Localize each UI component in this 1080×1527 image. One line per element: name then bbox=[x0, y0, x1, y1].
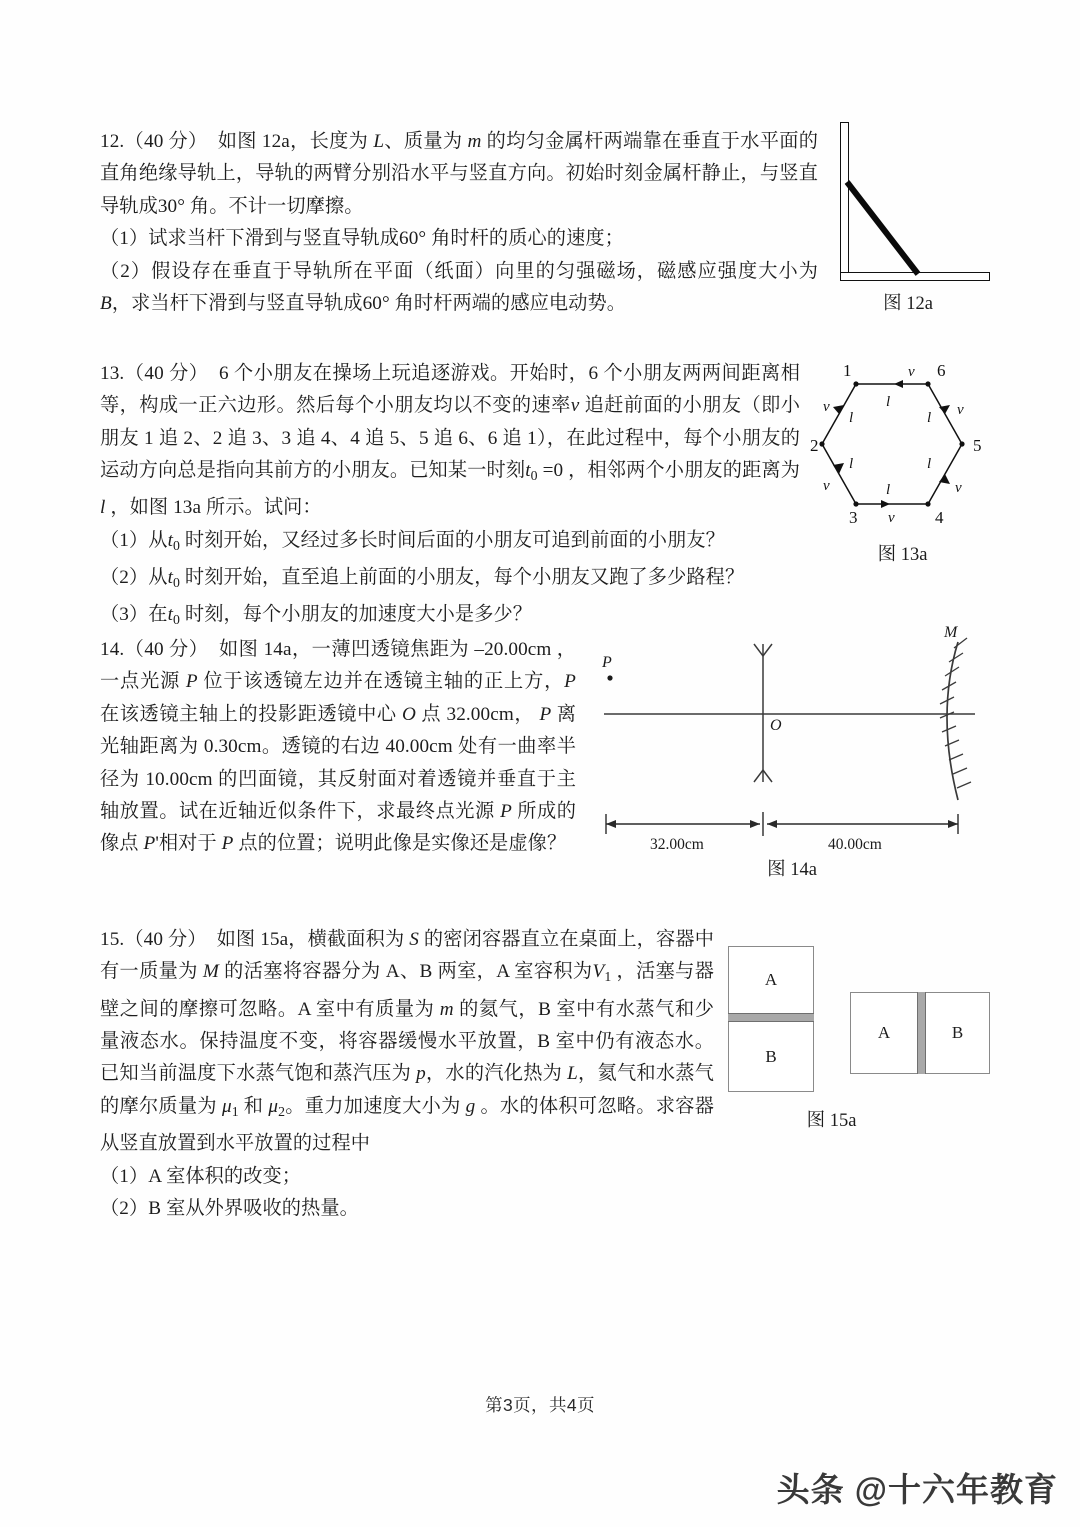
concave-lens bbox=[754, 644, 772, 782]
hexagon-side-bottom: l bbox=[886, 482, 891, 498]
question-12-part-2: （2）假设存在垂直于导轨所在平面（纸面）向里的匀强磁场，磁感应强度大小为 B，求当杆下滑到与竖直导轨成60° 角时杆两端的感应电动势。 bbox=[100, 260, 818, 315]
optics-diagram bbox=[592, 622, 992, 857]
hexagon-side-lower-left: l bbox=[849, 456, 854, 472]
figure-14a-caption: 图 14a bbox=[767, 860, 817, 880]
figure-15a bbox=[722, 932, 997, 1133]
hexagon-vertex-5: 5 bbox=[973, 436, 982, 455]
horizontal-room-a: A bbox=[877, 1023, 891, 1042]
vertical-room-a: A bbox=[764, 970, 778, 989]
hexagon-velocity-bottom: v bbox=[888, 510, 895, 526]
metal-rod bbox=[822, 118, 994, 288]
vertical-room-b: B bbox=[765, 1046, 777, 1066]
dimension-left-label: 32.00cm bbox=[650, 836, 704, 853]
question-13-part-1: （1）从$t_0$ 时刻开始，又经过多长时间后面的小朋友可追到前面的小朋友？ bbox=[100, 529, 725, 553]
question-13-stem: 13.（40 分） 6 个小朋友在操场上玩追逐游戏。开始时，6 个小朋友两两间距离相等，构成一正六边形。然后每个小朋友均以不变的速率v 追赶前面的小朋友（即小朋友 1 追 2、2 追 3、3 追 4、4 追 5、5 追 6、6 追 1），在此过程中，每个小朋友的运动方向总是指向其前方的小朋友。已知某一时刻$t_0 =0$ ，相邻两个小朋友的距离为l ，如图 13a 所示。试问： bbox=[100, 363, 801, 519]
question-15-part-2: （2）B 室从外界吸收的热量。 bbox=[100, 1197, 359, 1219]
hexagon-velocity-lower-left: v bbox=[823, 478, 830, 494]
concave-mirror-arc bbox=[947, 642, 958, 800]
hexagon-velocity-upper-right: v bbox=[957, 402, 964, 418]
hexagon-side-upper-left: l bbox=[849, 410, 854, 426]
question-12-text bbox=[100, 126, 818, 320]
dimension-lines bbox=[606, 812, 958, 836]
horizontal-room-b: B bbox=[951, 1023, 964, 1042]
figure-12a-caption: 图 12a bbox=[883, 294, 933, 314]
question-13-part-2: （2）从$t_0$ 时刻开始，直至追上前面的小朋友，每个小朋友又跑了多少路程？ bbox=[100, 567, 745, 591]
hexagon-vertex-3: 3 bbox=[849, 508, 858, 527]
hexagon-side-upper-right: l bbox=[927, 410, 932, 426]
question-15-text bbox=[100, 924, 714, 1225]
question-12-stem: 12.（40 分） 如图 12a，长度为 L、质量为 m 的均匀金属杆两端靠在垂直于水平面的直角绝缘导轨上，导轨的两臂分别沿水平与竖直方向。初始时刻金属杆静止，与竖直导轨成30° 角。不计一切摩擦。 bbox=[100, 131, 819, 217]
page-footer: 第3页，共4页 bbox=[485, 1395, 595, 1415]
question-14-stem: 14.（40 分） 如图 14a，一薄凹透镜焦距为 –20.00cm ，一点光源 P 位于该透镜左边并在透镜主轴的正上方，P 在该透镜主轴上的投影距透镜中心 O 点 32.00cm， P 离光轴距离为 0.30cm。透镜的右边 40.00cm 处有一曲率半径为 10.00cm 的凹面镜，其反射面对着透镜并垂直于主轴放置。试在近轴近似条件下，求最终点光源 P 所成的像点 P'相对于 P 点的位置；说明此像是实像还是虚像？ bbox=[100, 639, 576, 855]
mirror-hatching bbox=[940, 638, 971, 788]
question-12-part-1: （1）试求当杆下滑到与竖直导轨成60° 角时杆的质心的速度； bbox=[100, 228, 624, 250]
hexagon-vertex-1: 1 bbox=[843, 361, 852, 380]
label-O: O bbox=[770, 717, 782, 734]
hexagon-velocity-top: v bbox=[908, 364, 915, 380]
hexagon-diagram bbox=[810, 358, 995, 530]
hexagon-velocity-upper-left: v bbox=[823, 399, 830, 415]
hexagon-vertex-2: 2 bbox=[810, 436, 819, 455]
hexagon-side-top: l bbox=[886, 394, 891, 410]
label-P: P bbox=[602, 654, 612, 671]
dimension-right-label: 40.00cm bbox=[828, 836, 882, 853]
question-14-text bbox=[100, 634, 576, 861]
hexagon-side-lower-right: l bbox=[927, 456, 932, 472]
horizontal-container bbox=[850, 992, 990, 1074]
hexagon-vertex-6: 6 bbox=[937, 361, 946, 380]
question-13-part-3: （3）在$t_0$ 时刻，每个小朋友的加速度大小是多少？ bbox=[100, 604, 533, 628]
hexagon-velocity-lower-right: v bbox=[955, 480, 962, 496]
watermark: 头条 @十六年教育 bbox=[776, 1471, 1058, 1508]
label-M: M bbox=[944, 624, 958, 641]
figure-13a-caption: 图 13a bbox=[877, 545, 928, 565]
hexagon-vertex-4: 4 bbox=[935, 508, 944, 527]
horizontal-piston bbox=[917, 992, 926, 1074]
figure-13a bbox=[810, 358, 995, 567]
vertical-container bbox=[728, 946, 814, 1092]
figure-15a-caption: 图 15a bbox=[806, 1111, 857, 1131]
vertical-piston bbox=[728, 1013, 814, 1022]
figure-12a bbox=[822, 118, 994, 316]
question-13-text bbox=[100, 358, 800, 637]
point-source-dot bbox=[607, 675, 612, 680]
question-15-stem: 15.（40 分） 如图 15a，横截面积为 S 的密闭容器直立在桌面上，容器中有一质量为 M 的活塞将容器分为 A、B 两室，A 室容积为$V_1$ ，活塞与器壁之间的摩擦可忽略。A 室中有质量为 m 的氦气，B 室中有水蒸气和少量液态水。保持温度不变，将容器缓慢水平放置，B 室中仍有液态水。已知当前温度下水蒸气饱和蒸汽压为 p，水的汽化热为 L，氦气和水蒸气的摩尔质量为 $\mu_1$ 和 $\mu_2$。重力加速度大小为 g 。水的体积可忽略。求容器从竖直放置到水平放置的过程中 bbox=[100, 929, 714, 1155]
question-15-part-1: （1）A 室体积的改变； bbox=[100, 1165, 302, 1187]
figure-14a bbox=[592, 622, 992, 882]
